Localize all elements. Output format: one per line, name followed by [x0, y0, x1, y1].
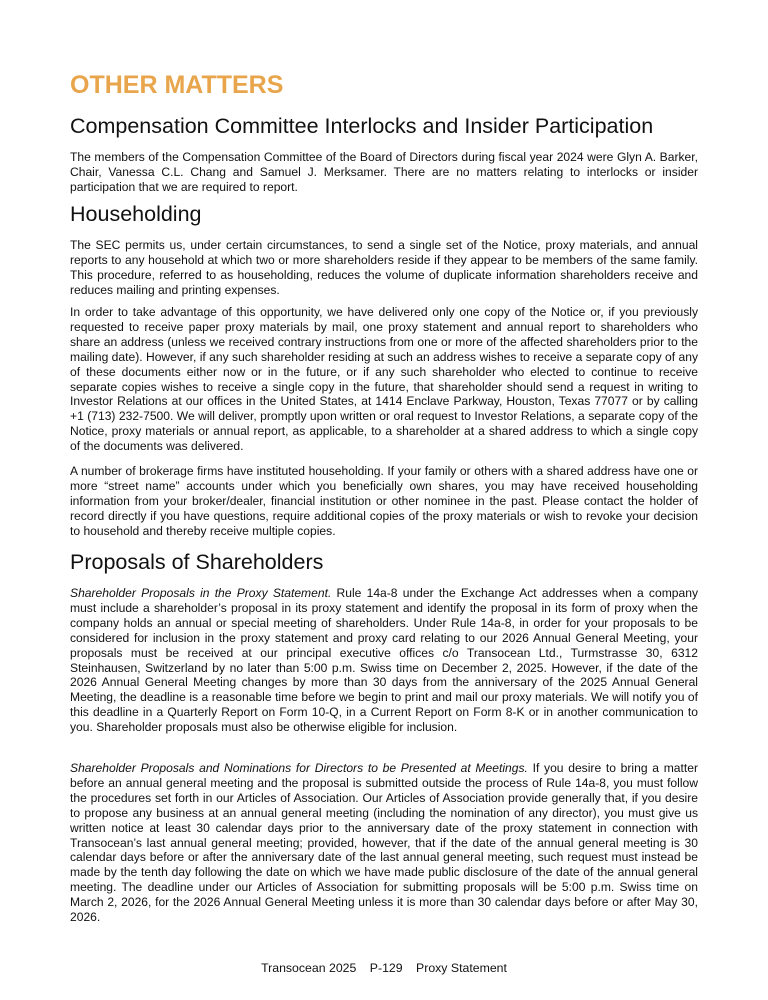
footer-company: Transocean 2025	[261, 961, 357, 975]
householding-paragraph-2: In order to take advantage of this opportunity, we have delivered only one copy of the Notice or, if you previously requested to receive paper proxy materials by mail, one proxy statement and annual report to shareholders who share an address (unless we received contrary instructions from one or more of the affected shareholders prior to the mailing date). However, if any such shareholder residing at such an address wishes to receive a separate copy of any of these documents either now or in the future, or if any such shareholder who elected to continue to receive separate copies wishes to receive a single copy in the future, that shareholder should send a request in writing to Investor Relations at our offices in the United States, at 1414 Enclave Parkway, Houston, Texas 77077 or by calling +1 (713) 232-7500. We will deliver, promptly upon written or oral request to Investor Relations, a separate copy of the Notice, proxy materials or annual report, as applicable, to a shareholder at a shared address to which a single copy of the documents was delivered.	[70, 305, 698, 454]
householding-paragraph-1: The SEC permits us, under certain circumstances, to send a single set of the Notice, proxy materials, and annual reports to any household at which two or more shareholders reside if they appear to be members of the same family. This procedure, referred to as householding, reduces the volume of duplicate information shareholders receive and reduces mailing and printing expenses.	[70, 238, 698, 297]
proposals-paragraph-2-body: If you desire to bring a matter before an annual general meeting and the proposal is submitted outside the process of Rule 14a-8, you must follow the procedures set forth in our Articles of Association. Our Articles of Association provide generally that, if you desire to propose any business at an annual general meeting (including the nomination of any director), you must give us written notice at least 30 calendar days prior to the anniversary date of the proxy statement in connection with Transocean’s last annual general meeting; provided, however, that if the date of the annual general meeting is 30 calendar days before or after the anniversary date of the last annual general meeting, such request must instead be made by the tenth day following the date on which we have made public disclosure of the date of the annual general meeting. The deadline under our Articles of Association for submitting proposals will be 5:00 p.m. Swiss time on March 2, 2026, for the 2026 Annual General Meeting unless it is more than 30 calendar days before or after May 30, 2026.	[70, 761, 698, 925]
proposals-paragraph-2	[70, 761, 698, 925]
page-footer	[0, 961, 768, 975]
householding-heading: Householding	[70, 202, 202, 226]
proposals-paragraph-2-lead: Shareholder Proposals and Nominations for Directors to be Presented at Meetings.	[70, 761, 528, 775]
footer-document: Proxy Statement	[416, 961, 507, 975]
interlocks-heading: Compensation Committee Interlocks and Insider Participation	[70, 114, 654, 138]
section-title: OTHER MATTERS	[70, 71, 284, 99]
proposals-paragraph-1-lead: Shareholder Proposals in the Proxy Statement.	[70, 586, 332, 600]
footer-page-number: P-129	[369, 961, 403, 975]
householding-paragraph-3: A number of brokerage firms have instituted householding. If your family or others with a shared address have one or more “street name” accounts under which you beneficially own shares, you may have received householding information from your broker/dealer, financial institution or other nominee in the past. Please contact the holder of record directly if you have questions, require additional copies of the proxy materials or wish to revoke your decision to household and thereby receive multiple copies.	[70, 464, 698, 538]
proposals-paragraph-1	[70, 586, 698, 735]
interlocks-paragraph: The members of the Compensation Committee of the Board of Directors during fiscal year 2024 were Glyn A. Barker, Chair, Vanessa C.L. Chang and Samuel J. Merksamer. There are no matters relating to interlocks or insider participation that we are required to report.	[70, 150, 698, 194]
proposals-paragraph-1-body: Rule 14a-8 under the Exchange Act addresses when a company must include a shareholder’s proposal in its proxy statement and identify the proposal in its form of proxy when the company holds an annual or special meeting of shareholders. Under Rule 14a-8, in order for your proposals to be considered for inclusion in the proxy statement and proxy card relating to our 2026 Annual General Meeting, your proposals must be received at our principal executive offices c/o Transocean Ltd., Turmstrasse 30, 6312 Steinhausen, Switzerland by no later than 5:00 p.m. Swiss time on December 2, 2025. However, if the date of the 2026 Annual General Meeting changes by more than 30 days from the anniversary of the 2025 Annual General Meeting, the deadline is a reasonable time before we begin to print and mail our proxy materials. We will notify you of this deadline in a Quarterly Report on Form 10-Q, in a Current Report on Form 8-K or in another communication to you. Shareholder proposals must also be otherwise eligible for inclusion.	[70, 586, 698, 735]
proposals-heading: Proposals of Shareholders	[70, 550, 324, 574]
